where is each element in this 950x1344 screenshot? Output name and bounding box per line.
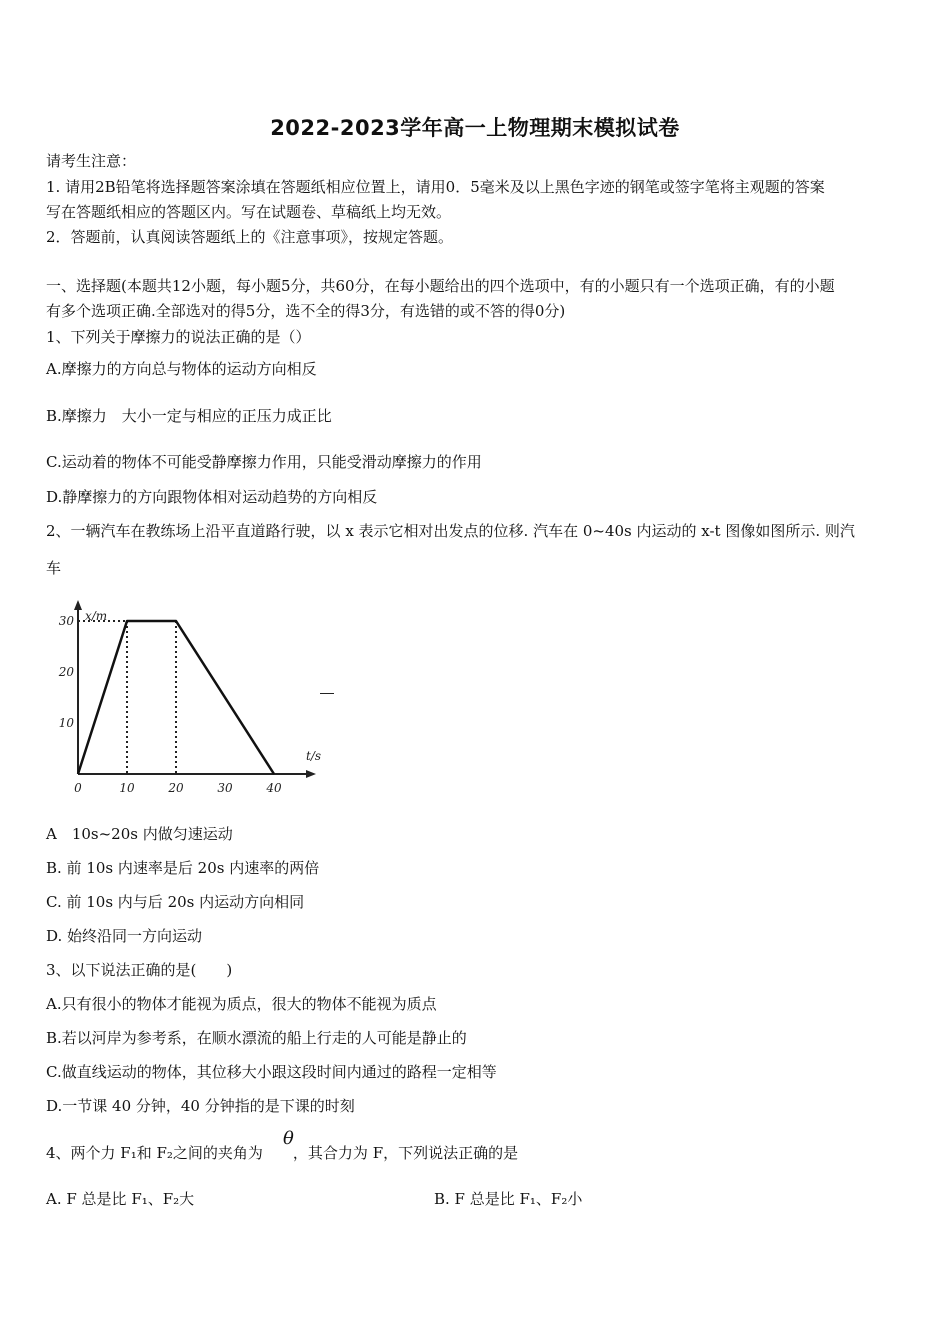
y-tick-label: 10: [58, 716, 74, 730]
q4-stem: 4、两个力 F₁和 F₂之间的夹角为 ，其合力为 F，下列说法正确的是: [46, 1144, 519, 1162]
q2-option-d: D. 始终沿同一方向运动: [46, 927, 203, 945]
section-intro-2: 有多个选项正确.全部选对的得5分，选不全的得3分，有选错的或不答的得0分): [46, 302, 566, 320]
q2-option-a: A 10s~20s 内做匀速运动: [46, 825, 233, 843]
q3-option-b: B.若以河岸为参考系，在顺水漂流的船上行走的人可能是静止的: [46, 1029, 467, 1047]
y-tick-label: 20: [58, 665, 74, 679]
q1-stem: 1、下列关于摩擦力的说法正确的是（）: [46, 328, 311, 346]
x-axis-arrow: [306, 770, 316, 778]
blank-mark: [320, 693, 334, 694]
y-tick-label: 30: [58, 614, 74, 628]
section-intro-1: 一、选择题(本题共12小题，每小题5分，共60分，在每小题给出的四个选项中，有的小题只有一个选项正确，有的小题: [46, 277, 835, 295]
notice-line-1: 1. 请用2B铅笔将选择题答案涂填在答题纸相应位置上，请用0．5毫米及以上黑色字迹的钢笔或签字笔将主观题的答案: [46, 178, 825, 196]
page-title: 2022-2023学年高一上物理期末模拟试卷: [270, 116, 680, 140]
q3-option-d: D.一节课 40 分钟，40 分钟指的是下课的时刻: [46, 1097, 355, 1115]
q3-option-a: A.只有很小的物体才能视为质点，很大的物体不能视为质点: [46, 995, 437, 1013]
x-axis-label: t/s: [306, 749, 322, 763]
y-axis-arrow: [74, 600, 82, 610]
y-axis-label: x/m: [85, 609, 108, 623]
notice-line-2: 2．答题前，认真阅读答题纸上的《注意事项》，按规定答题。: [46, 228, 454, 246]
q2-stem-1: 2、一辆汽车在教练场上沿平直道路行驶，以 x 表示它相对出发点的位移. 汽车在 0~40s 内运动的 x-t 图像如图所示. 则汽: [46, 522, 855, 540]
theta-symbol: θ: [283, 1128, 294, 1149]
q4-option-a: A. F 总是比 F₁、F₂大: [46, 1190, 195, 1208]
x-tick-label: 30: [217, 781, 233, 795]
x-tick-label: 20: [168, 781, 184, 795]
q1-option-b: B.摩擦力 大小一定与相应的正压力成正比: [46, 407, 332, 425]
q2-option-b: B. 前 10s 内速率是后 20s 内速率的两倍: [46, 859, 320, 877]
q4-option-b: B. F 总是比 F₁、F₂小: [434, 1190, 583, 1208]
x-tick-label: 0: [74, 781, 82, 795]
q2-option-c: C. 前 10s 内与后 20s 内运动方向相同: [46, 893, 305, 911]
q1-option-a: A.摩擦力的方向总与物体的运动方向相反: [46, 360, 317, 378]
notice-heading: 请考生注意：: [46, 152, 137, 170]
q3-stem: 3、以下说法正确的是( ): [46, 961, 233, 979]
xt-graph: [44, 598, 334, 803]
q3-option-c: C.做直线运动的物体，其位移大小跟这段时间内通过的路程一定相等: [46, 1063, 497, 1081]
x-tick-label: 40: [266, 781, 282, 795]
notice-line-1b: 写在答题纸相应的答题区内。写在试题卷、草稿纸上均无效。: [46, 203, 452, 221]
q1-option-c: C.运动着的物体不可能受静摩擦力作用，只能受滑动摩擦力的作用: [46, 453, 482, 471]
x-tick-label: 10: [119, 781, 135, 795]
q1-option-d: D.静摩擦力的方向跟物体相对运动趋势的方向相反: [46, 488, 378, 506]
q2-stem-2: 车: [46, 559, 62, 577]
